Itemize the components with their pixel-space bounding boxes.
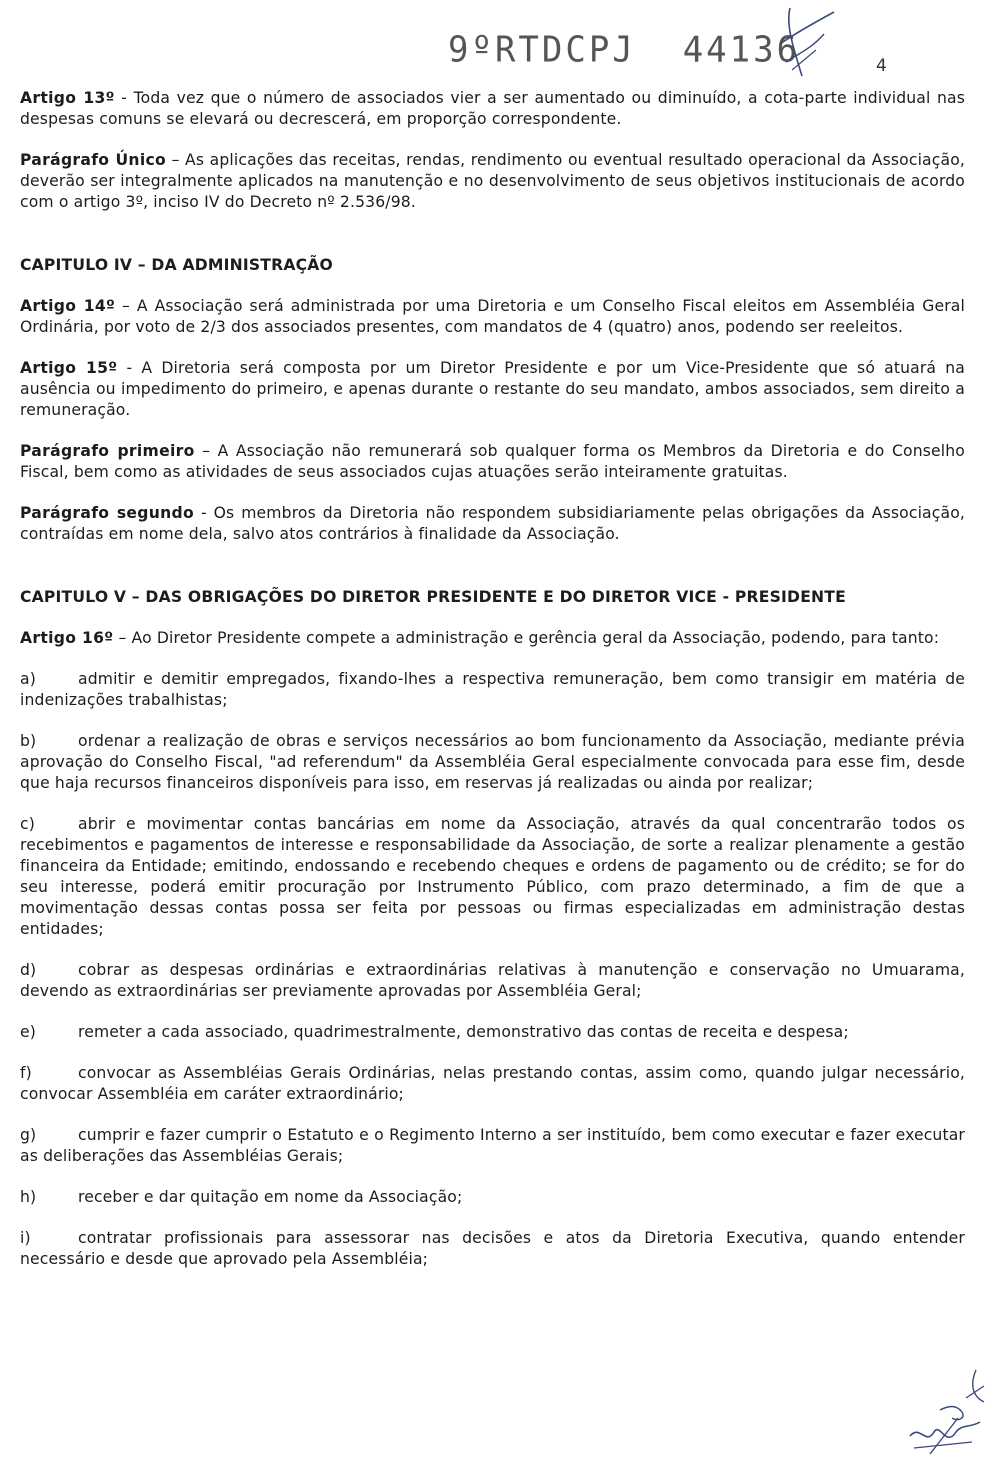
article-text: – Ao Diretor Presidente compete a administração e gerência geral da Associação, podendo, para tanto: [113, 629, 940, 647]
article-text: – As aplicações das receitas, rendas, rendimento ou eventual resultado operacional da Associação, deverão ser integralmente aplicados na manutenção e no desenvolvimento de seus objetivos institucionais de acordo com o artigo 3º, inciso IV do Decreto nº 2.536/98. [20, 151, 965, 211]
list-item-letter: h) [20, 1188, 37, 1206]
signature-mark-top [772, 4, 842, 84]
article-paragraph [20, 296, 965, 338]
list-item-text: remeter a cada associado, quadrimestralmente, demonstrativo das contas de receita e despesa; [78, 1023, 849, 1041]
article-lead: Artigo 14º [20, 297, 116, 315]
list-item-letter: b) [20, 732, 37, 750]
article-lead: Artigo 15º [20, 359, 118, 377]
list-item-letter: a) [20, 670, 36, 688]
article-lead: Artigo 16º [20, 629, 114, 647]
article-paragraph [20, 150, 965, 213]
list-item [20, 669, 965, 711]
list-item [20, 960, 965, 1002]
list-item-text: abrir e movimentar contas bancárias em nome da Associação, através da qual concentrarão todos os recebimentos e pagamentos de interesse e responsabilidade da Associação, de sorte a realizar plenamente a gestão financeira da Entidade; emitindo, endossando e recebendo cheques e ordens de pagamento ou de crédito; se for do seu interesse, poderá emitir procuração por Instrumento Público, com prazo determinado, a fim de que a movimentação dessas contas possa ser feita por pessoas ou firmas especializadas em administração destas entidades; [20, 815, 965, 938]
article-paragraph [20, 441, 965, 483]
article-paragraph [20, 503, 965, 545]
list-item-letter: g) [20, 1126, 37, 1144]
list-item-text: convocar as Assembléias Gerais Ordinárias, nelas prestando contas, assim como, quando julgar necessário, convocar Assembléia em caráter extraordinário; [20, 1064, 965, 1103]
list-item [20, 1063, 965, 1105]
list-item-letter: c) [20, 815, 35, 833]
article-lead: Parágrafo segundo [20, 504, 195, 522]
article-lead: Parágrafo Único [20, 151, 167, 169]
list-item-letter: e) [20, 1023, 36, 1041]
list-item-letter: f) [20, 1064, 32, 1082]
list-item [20, 1228, 965, 1270]
article-text: - A Diretoria será composta por um Diretor Presidente e por um Vice-Presidente que só atuará na ausência ou impedimento do primeiro, e apenas durante o restante do seu mandato, ambos associados, sem direito a remuneração. [20, 359, 965, 419]
article-text: – A Associação será administrada por uma Diretoria e um Conselho Fiscal eleitos em Assembléia Geral Ordinária, por voto de 2/3 dos associados presentes, com mandatos de 4 (quatro) anos, podendo ser reeleitos. [20, 297, 965, 336]
list-item [20, 814, 965, 940]
document-body [20, 88, 965, 1290]
list-item-text: cobrar as despesas ordinárias e extraordinárias relativas à manutenção e conservação no Umuarama, devendo as extraordinárias ser previamente aprovadas por Assembléia Geral; [20, 961, 965, 1000]
list-item-text: cumprir e fazer cumprir o Estatuto e o Regimento Interno a ser instituído, bem como executar e fazer executar as deliberações das Assembléias Gerais; [20, 1126, 965, 1165]
list-item [20, 731, 965, 794]
article-paragraph [20, 358, 965, 421]
chapter-heading: CAPITULO V – DAS OBRIGAÇÕES DO DIRETOR PRESIDENTE E DO DIRETOR VICE - PRESIDENTE [20, 588, 846, 606]
article-lead: Artigo 13º [20, 89, 115, 107]
article-text: - Toda vez que o número de associados vier a ser aumentado ou diminuído, a cota-parte individual nas despesas comuns se elevará ou decrescerá, em proporção correspondente. [20, 89, 966, 128]
list-item-text: admitir e demitir empregados, fixando-lhes a respectiva remuneração, bem como transigir em matéria de indenizações trabalhistas; [20, 670, 965, 709]
list-item-text: ordenar a realização de obras e serviços necessários ao bom funcionamento da Associação, mediante prévia aprovação do Conselho Fiscal, "ad referendum" da Assembléia Geral especialmente convocada para esse fim, desde que haja recursos financeiros disponíveis para isso, em reservas já realizadas ou ainda por realizar; [20, 732, 965, 792]
list-item-text: contratar profissionais para assessorar nas decisões e atos da Diretoria Executiva, quando entender necessário e desde que aprovado pela Assembléia; [20, 1229, 965, 1268]
list-item-text: receber e dar quitação em nome da Associação; [78, 1188, 463, 1206]
list-item [20, 1022, 965, 1043]
article-text: – A Associação não remunerará sob qualquer forma os Membros da Diretoria e do Conselho Fiscal, bem como as atividades de seus associados cujas atuações serão inteiramente gratuitas. [20, 442, 965, 481]
page-number: 4 [876, 56, 887, 76]
article-lead: Parágrafo primeiro [20, 442, 195, 460]
chapter-heading: CAPITULO IV – DA ADMINISTRAÇÃO [20, 256, 333, 274]
list-item [20, 1125, 965, 1167]
list-item-letter: d) [20, 961, 37, 979]
article-paragraph [20, 628, 965, 649]
signature-mark-bottom [900, 1366, 990, 1458]
list-item [20, 1187, 965, 1208]
list-item-letter: i) [20, 1229, 31, 1247]
article-paragraph [20, 88, 965, 130]
registry-stamp: 9ºRTDCPJ 44136 [448, 29, 801, 71]
article-text: - Os membros da Diretoria não respondem subsidiariamente pelas obrigações da Associação, contraídas em nome dela, salvo atos contrários à finalidade da Associação. [20, 504, 965, 543]
